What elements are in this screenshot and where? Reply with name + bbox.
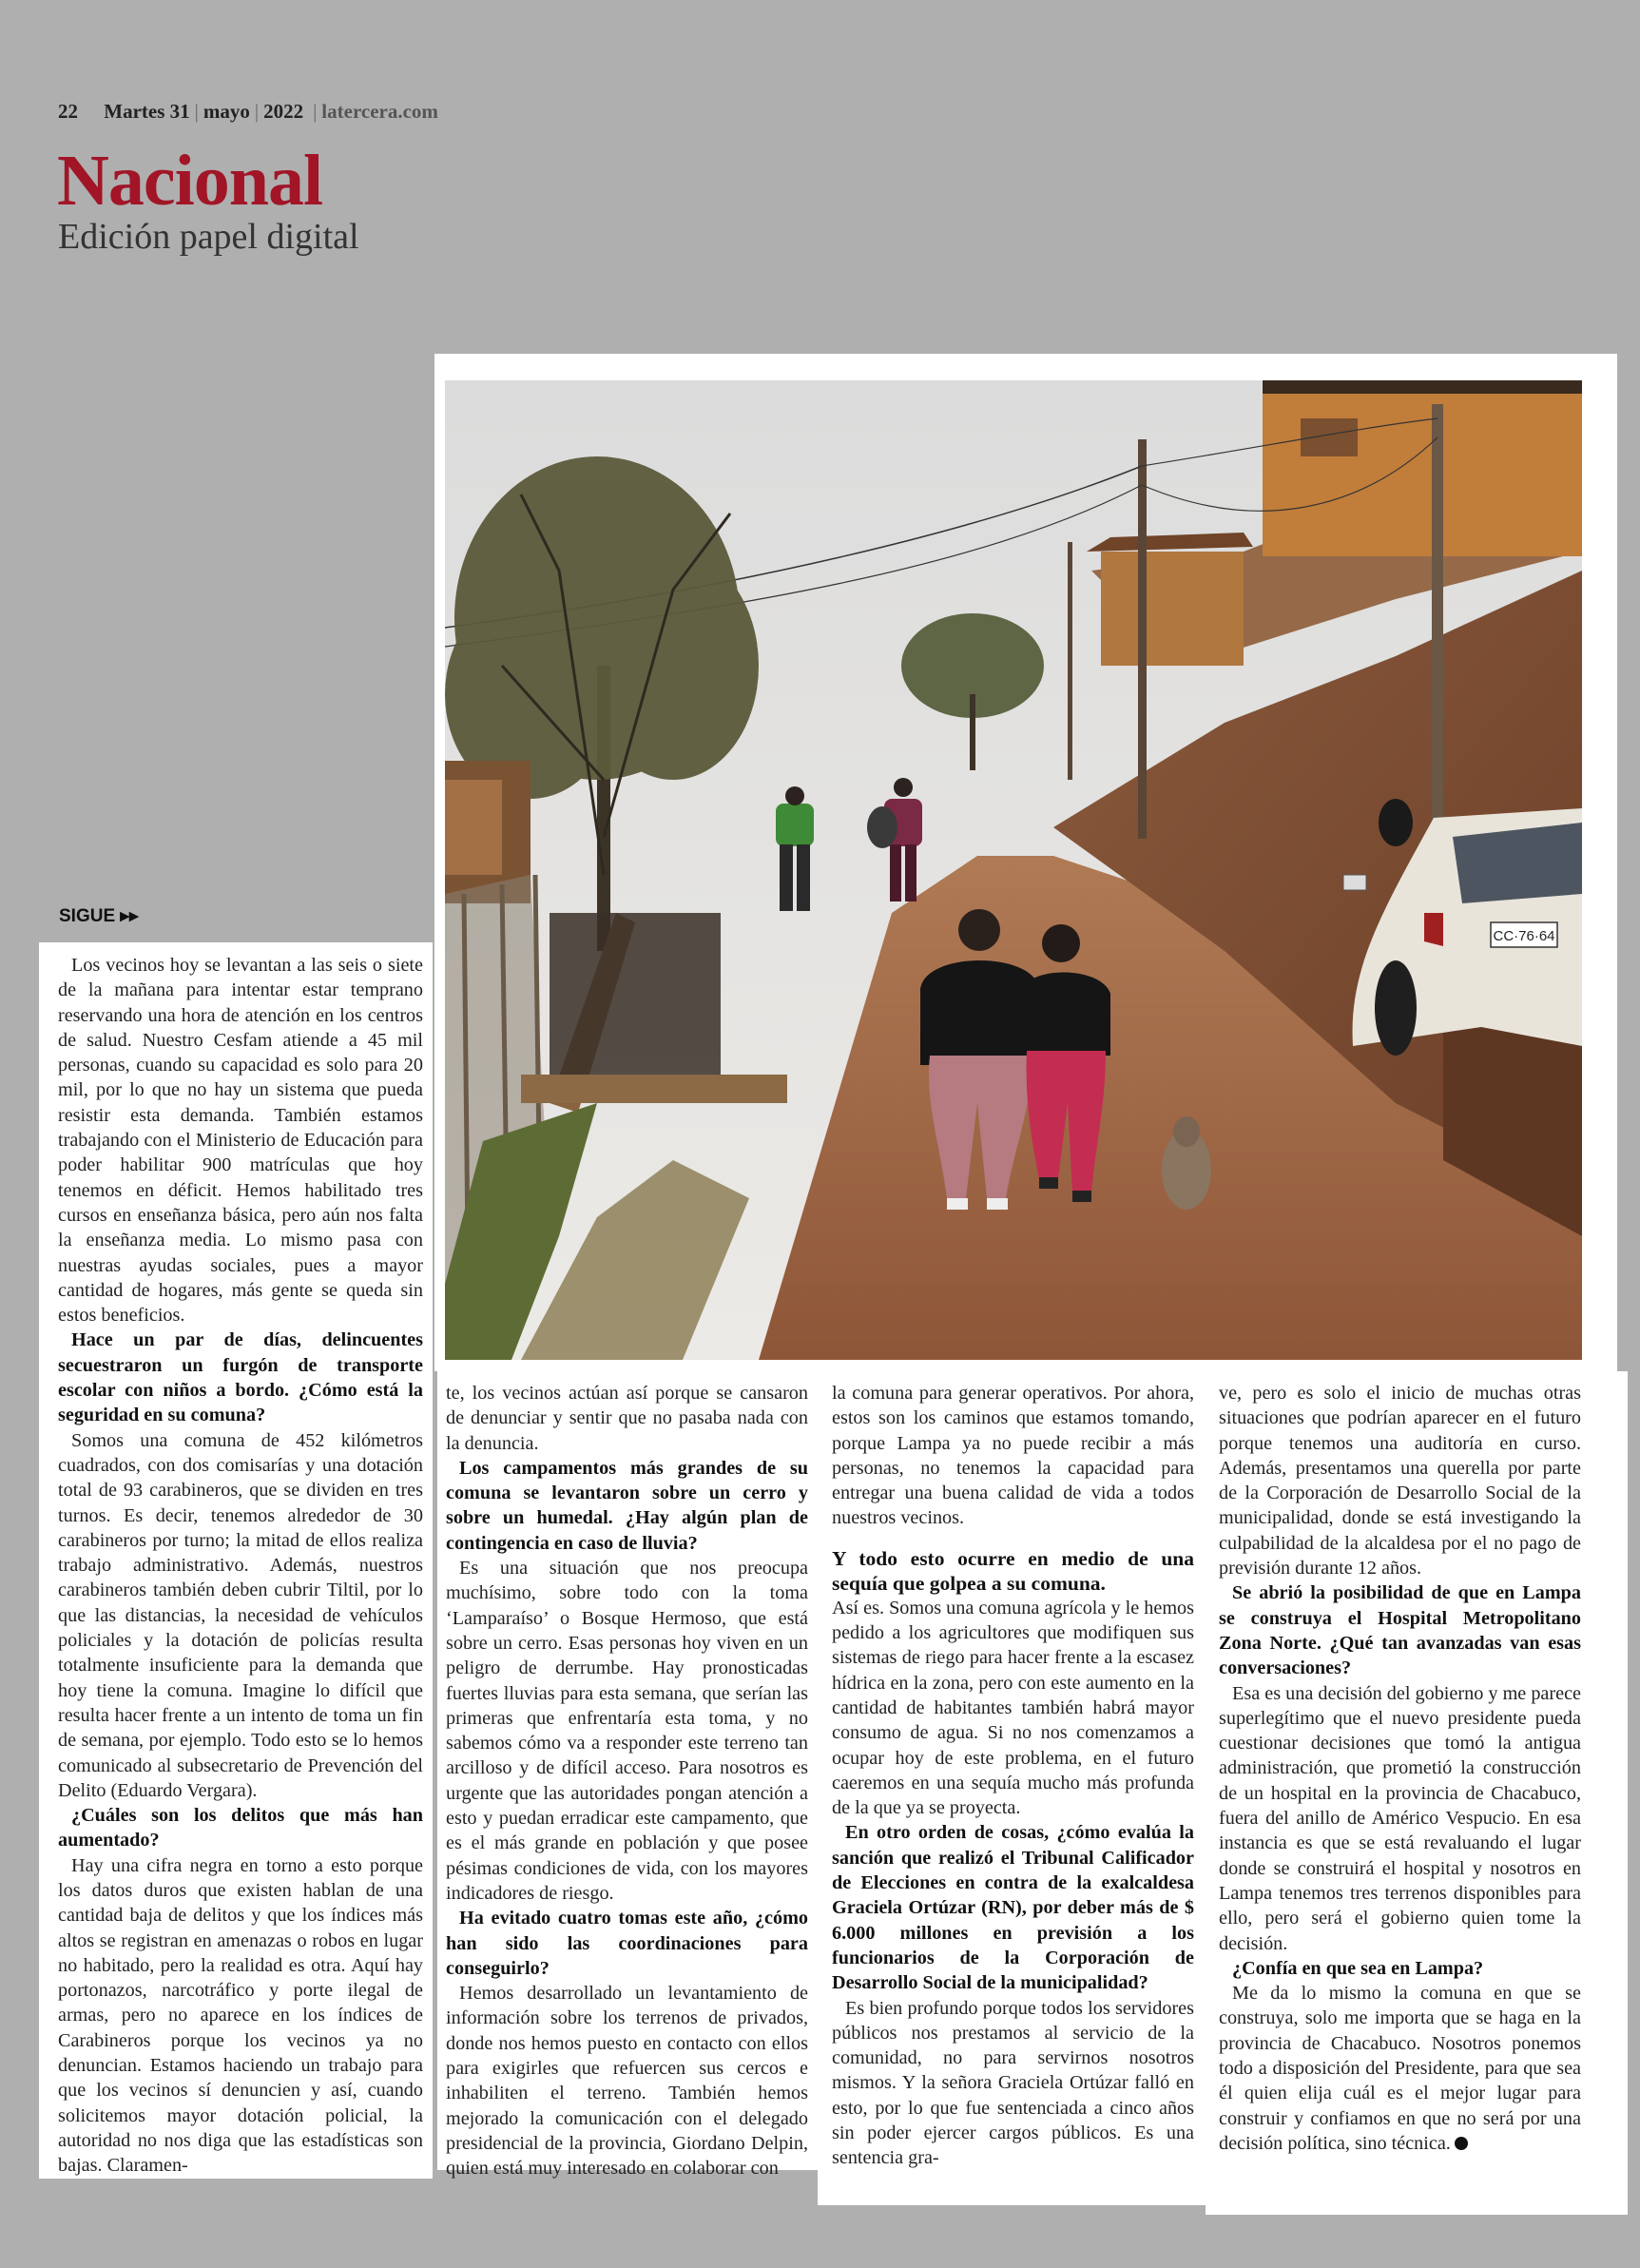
street-scene-photo [445, 380, 1582, 1360]
interview-question: ¿Confía en que sea en Lampa? [1232, 1957, 1484, 1979]
interview-question: Hace un par de días, delincuentes secuestraron un furgón de transporte escolar con niños a bordo. ¿Cómo está la seguridad en su comuna? [58, 1329, 423, 1426]
paragraph: Así es. Somos una comuna agrícola y le hemos pedido a los agricultores que modifiquen sus sistemas de riego para hacer frente a la escasez hídrica en la zona, pero con este aumento en la cantidad de habitantes también habrá mayor consumo de agua. Si no nos comenzamos a ocupar hoy de este problema, en el futuro caeremos en una sequía mucho más profunda de la que ya se proyecta. [832, 1597, 1194, 1819]
section-subtitle: Edición papel digital [58, 217, 359, 257]
paragraph: Somos una comuna de 452 kilómetros cuadrados, con dos comisarías y una dotación total de 93 carabineros, que se dividen en tres turnos. Es decir, tenemos alrededor de 30 carabineros por turno; la mitad de ellos realiza trabajo administrativo. Además, nuestros carabineros también deben cubrir Tiltil, por lo que las distancias, la necesidad de vehículos policiales y la dotación de policías resulta totalmente insuficiente para la demanda que hoy tiene la comuna. Imagine lo difícil que resulta hacer frente a un intento de toma un fin de semana, por ejemplo. Todo esto se lo hemos comunicado al subsecretario de Prevención del Delito (Eduardo Vergara). [58, 1429, 423, 1801]
paragraph: Esa es una decisión del gobierno y me parece superlegítimo que el nuevo presidente pueda cuestionar decisiones que tomó la antigua administración, que prometió la construcción de un hospital en la provincia de Chacabuco, fuera del anillo de Américo Vespucio. En esa instancia es que se está revaluando el lugar donde se construirá el hospital y nosotros en Lampa tenemos tres terrenos disponibles para ello, pero será el gobierno quien tome la decisión. [1219, 1682, 1581, 1954]
article-column-3 [832, 1381, 1194, 2171]
interview-question: En otro orden de cosas, ¿cómo evalúa la sanción que realizó el Tribunal Calificador de Elecciones en contra de la exalcaldesa Graciela Ortúzar (RN), por deber más de $ 6.000 millones en previsión a los funcionarios de la Corporación de Desarrollo Social de la municipalidad? [832, 1822, 1194, 1994]
article-column-4 [1219, 1381, 1581, 2156]
sigue-label: SIGUE ▸▸ [59, 906, 139, 926]
article-column-1 [58, 953, 423, 2179]
site-link[interactable]: latercera.com [321, 100, 438, 123]
interview-question: Los campamentos más grandes de su comuna se levantaron sobre un cerro y sobre un humedal. ¿Hay algún plan de contingencia en caso de lluvia? [446, 1457, 808, 1554]
paragraph: Es bien profundo porque todos los servidores públicos nos prestamos al servicio de la comunidad, no para servirnos nosotros mismos. Y la señora Graciela Ortúzar falló en esto, por lo que fue sentenciada a cinco años sin poder ejercer cargos públicos. Es una sentencia gra- [832, 1997, 1194, 2169]
interview-question: Ha evitado cuatro tomas este año, ¿cómo han sido las coordinaciones para conseguirlo? [446, 1908, 808, 1979]
subheading: Y todo esto ocurre en medio de una sequía que golpea a su comuna. [832, 1546, 1194, 1595]
paragraph: Hemos desarrollado un levantamiento de información sobre los terrenos de privados, donde nos hemos puesto en contacto con ellos para exigirles que refuercen sus cercos e inhabiliten el terreno. También hemos mejorado la comunicación con el delegado presidencial de la provincia, Giordano Delpin, quien está muy interesado en colaborar con [446, 1983, 808, 2180]
date-year: 2022 [263, 100, 304, 123]
article-photo [445, 380, 1582, 1360]
svg-text:CC·76·64: CC·76·64 [1493, 928, 1555, 944]
paragraph: Es una situación que nos preocupa muchísimo, sobre todo con la toma ‘Lamparaíso’ o Bosque Hermoso, que está sobre un cerro. Esas personas hoy viven en un peligro de derrumbe. Hay pronosticadas fuertes lluvias para esta semana, que serían las primeras que enfrentaría esta toma, y no sabemos cómo va a responder este terreno tan arcilloso y de difícil acceso. Para nosotros es urgente que las autoridades pongan atención a esto y puedan erradicar este campamento, que es el más grande en población y que posee pésimas condiciones de vida, con los mayores indicadores de riesgo. [446, 1558, 808, 1904]
paragraph: ve, pero es solo el inicio de muchas otras situaciones que podrían aparecer en el futuro porque tenemos una auditoría en curso. Además, presentamos una querella por parte de la Corporación de Desarrollo Social de la municipalidad, donde se está investigando la culpabilidad de la alcaldesa por el no pago de previsión durante 12 años. [1219, 1383, 1581, 1580]
interview-question: Se abrió la posibilidad de que en Lampa se construya el Hospital Metropolitano Zona Norte. ¿Qué tan avanzadas van esas conversaciones? [1219, 1582, 1581, 1679]
paragraph: la comuna para generar operativos. Por ahora, estos son los caminos que estamos tomando, porque Lampa ya no puede recibir a más personas, no tenemos la capacidad para entregar una buena calidad de vida a todos nuestros vecinos. [832, 1383, 1194, 1529]
interview-question: ¿Cuáles son los delitos que más han aumentado? [58, 1805, 423, 1851]
page-header: 22 Martes 31 | mayo | 2022 | latercera.com [58, 100, 438, 123]
paragraph: te, los vecinos actúan así porque se cansaron de denunciar y sentir que no pasaba nada con la denuncia. [446, 1383, 808, 1454]
article-column-2 [446, 1381, 808, 2181]
date-day: Martes 31 [104, 100, 190, 123]
paragraph: Hay una cifra negra en torno a esto porque los datos duros que existen hablan de una cantidad baja de delitos y que los índices más altos se registran en amenazas o robos en lugar no habitado, pero la realidad es otra. Aquí hay portonazos, narcotráfico y porte ilegal de armas, pero no aparece en los índices de Carabineros porque los vecinos ya no denuncian. Estamos haciendo un trabajo para que los vecinos sí denuncien y así, cuando solicitemos mayor dotación policial, la autoridad no nos diga que las estadísticas son bajas. Claramen- [58, 1854, 423, 2177]
page-number: 22 [58, 100, 78, 123]
end-mark-icon [1455, 2137, 1468, 2150]
final-text: Me da lo mismo la comuna en que se construya, solo me importa que se haga en la provincia de Chacabuco. Nosotros ponemos todo a disposición del Presidente, para que sea él quien elija cuál es el mejor lugar para construir y confiamos en que no será por una decisión política, sino técnica. [1219, 1983, 1581, 2154]
date-month: mayo [203, 100, 250, 123]
paragraph-final [1219, 1981, 1581, 2156]
section-title: Nacional [57, 141, 323, 221]
paragraph: Los vecinos hoy se levantan a las seis o siete de la mañana para intentar estar temprano reservando una hora de atención en los centros de salud. Nuestro Cesfam atiende a 45 mil personas, cuando su capacidad es solo para 20 mil, por lo que no hay un sistema que pueda resistir esta demanda. También estamos trabajando con el Ministerio de Educación para poder habilitar 900 matrículas que hoy tenemos en déficit. Hemos habilitado tres cursos en enseñanza básica, pero aún nos falta la enseñanza media. Lo mismo pasa con nuestras ayudas sociales, pues a mayor cantidad de hogares, más gente se queda sin estos beneficios. [58, 955, 423, 1327]
